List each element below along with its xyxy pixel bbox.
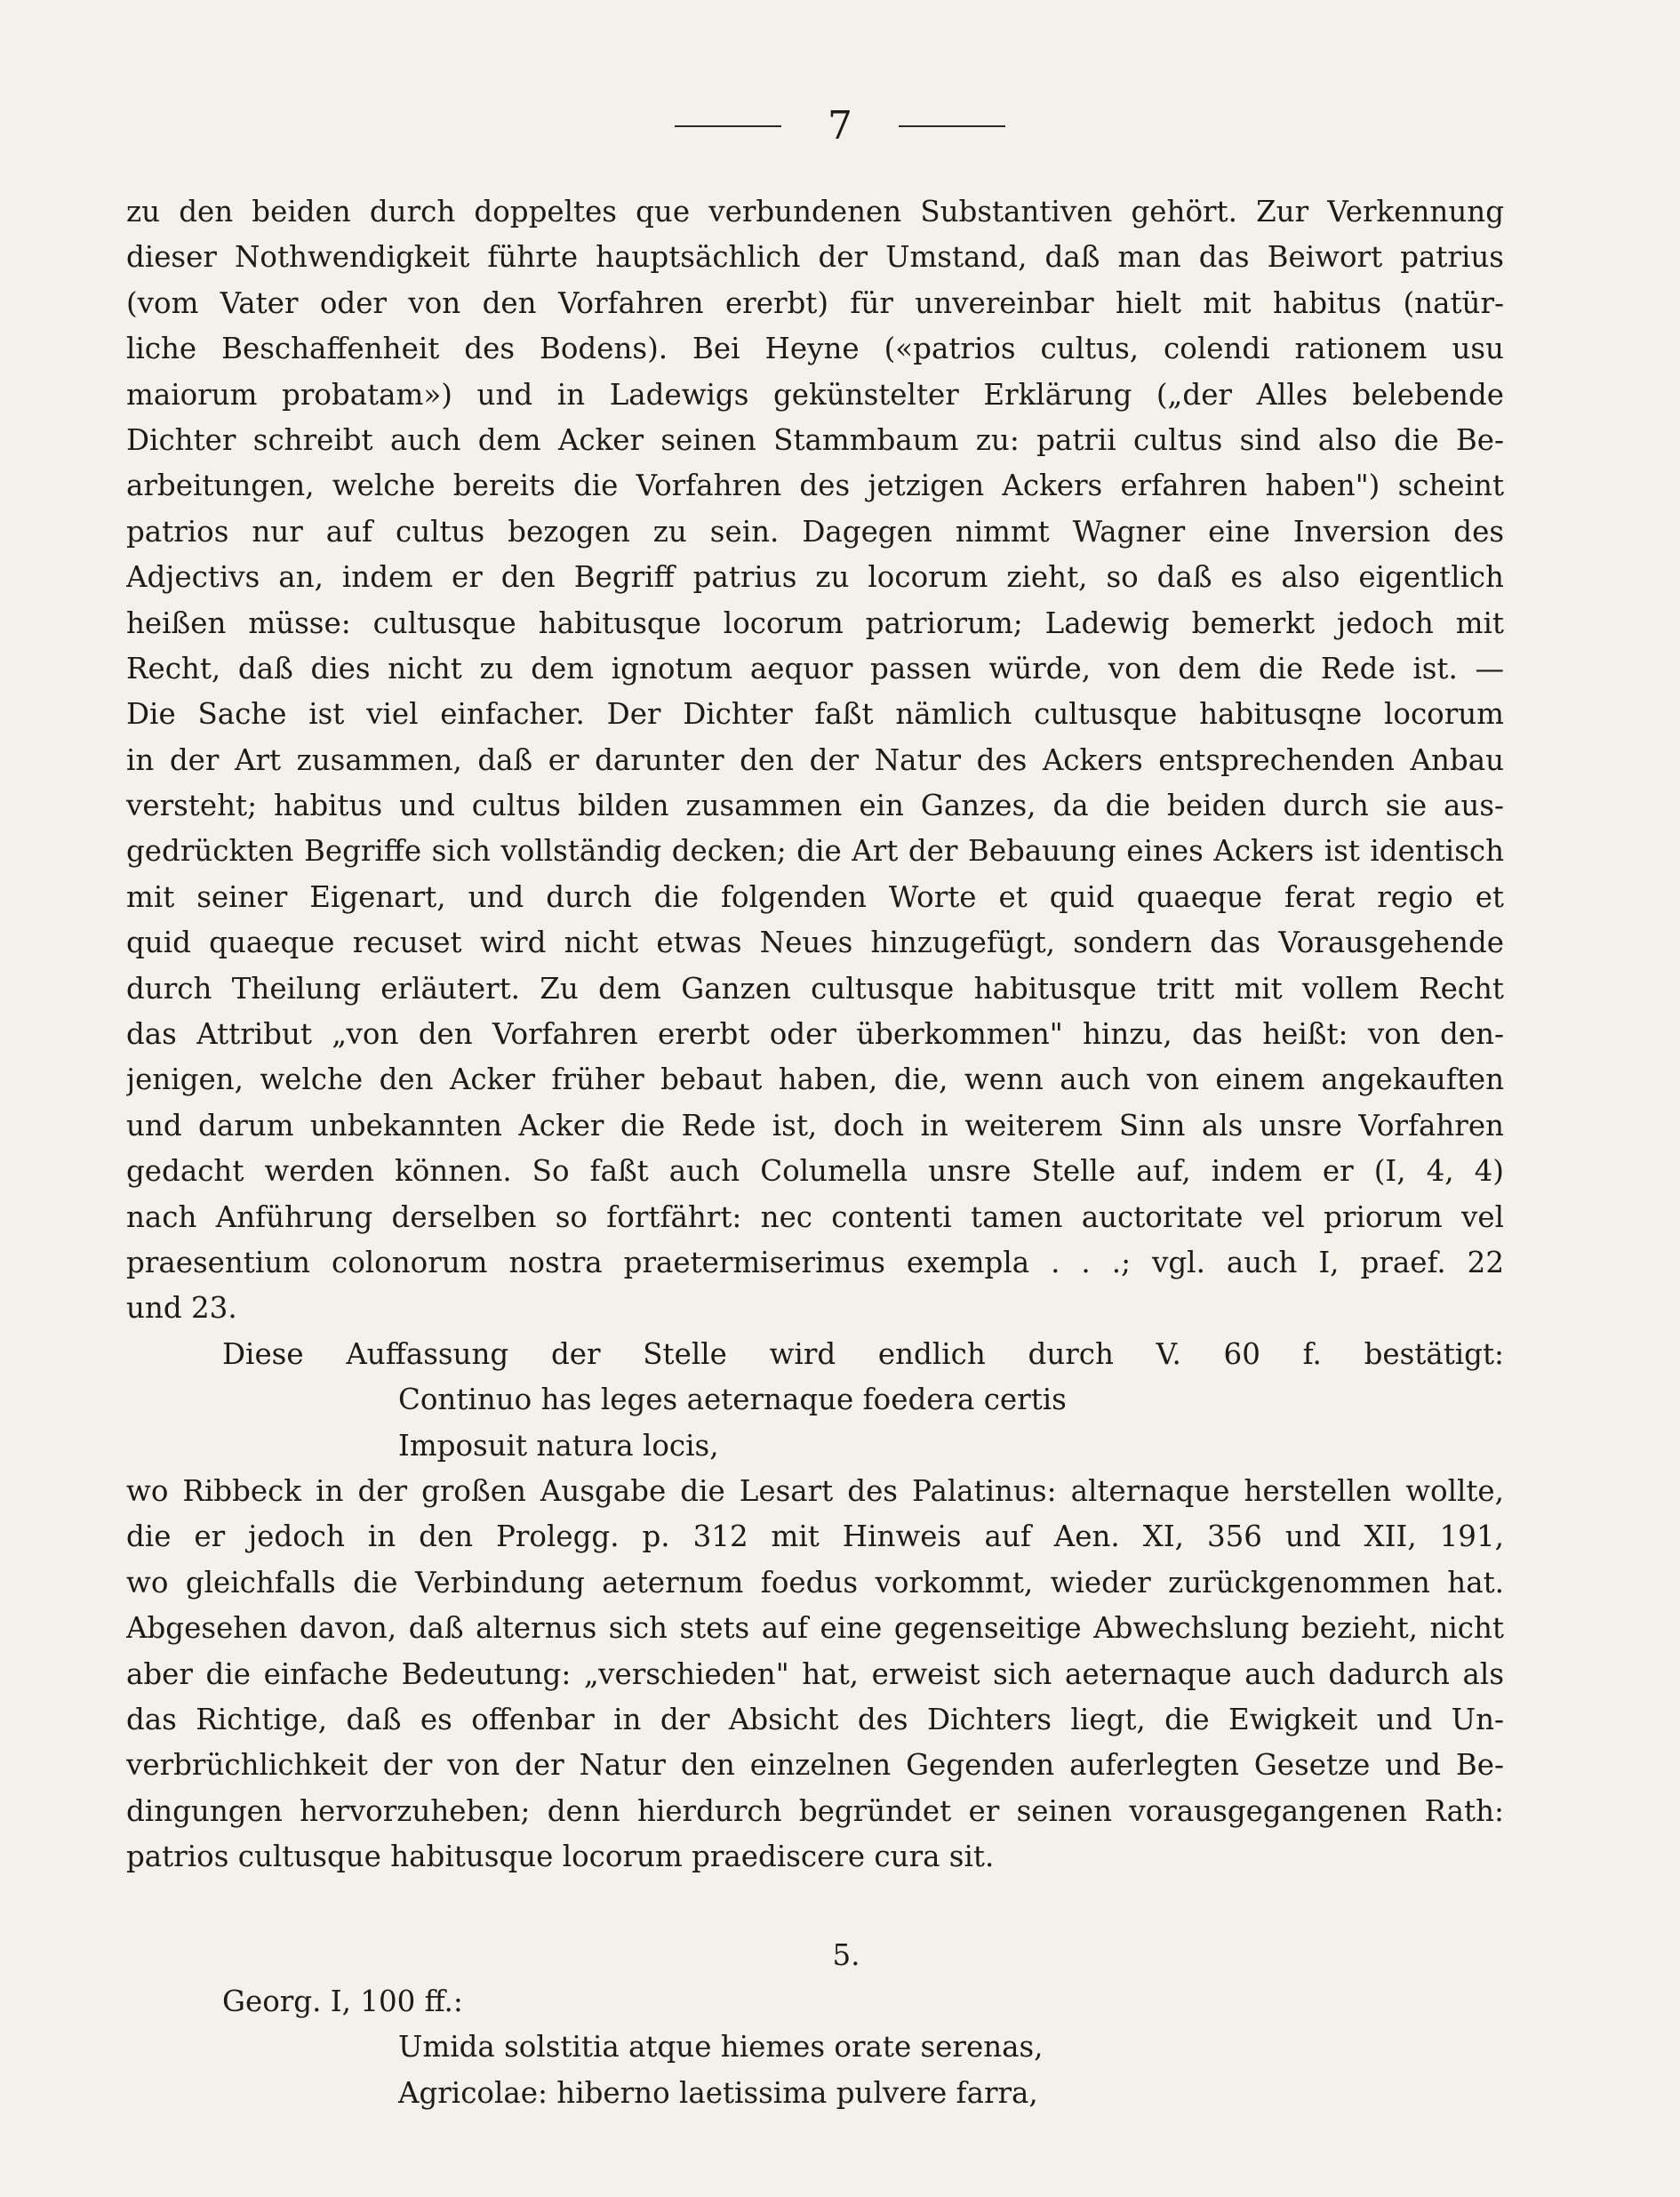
text-line: durch Theilung erläutert. Zu dem Ganzen cultusque habitusque tritt mit vollem Recht: [126, 971, 1504, 1006]
text-line: dieser Nothwendigkeit führte hauptsächlich der Umstand, daß man das Beiwort patrius: [126, 240, 1504, 275]
page-number: 7: [828, 103, 852, 148]
text-line: maiorum probatam») und in Ladewigs gekünstelter Erklärung („der Alles belebende: [126, 377, 1504, 412]
paragraph-intro: Diese Auffassung der Stelle wird endlich durch V. 60 f. bestätigt:: [222, 1336, 1504, 1371]
text-line: praesentium colonorum nostra praetermiserimus exempla . . .; vgl. auch I, praef. 22: [126, 1245, 1504, 1279]
verse-line: Continuo has leges aeternaque foedera certis: [398, 1383, 1067, 1417]
text-line: Abgesehen davon, daß alternus sich stets auf eine gegenseitige Abwechslung bezieht, nicht: [126, 1611, 1504, 1646]
verse-line: Agricolae: hiberno laetissima pulvere farra,: [398, 2075, 1038, 2110]
verse-line: Imposuit natura locis,: [398, 1428, 719, 1463]
text-line: wo Ribbeck in der großen Ausgabe die Lesart des Palatinus: alternaque herstellen wollte,: [126, 1473, 1504, 1508]
text-line: heißen müsse: cultusque habitusque locorum patriorum; Ladewig bemerkt jedoch mit: [126, 605, 1504, 640]
text-line: (vom Vater oder von den Vorfahren ererbt) für unvereinbar hielt mit habitus (natür-: [126, 285, 1504, 320]
text-line: wo gleichfalls die Verbindung aeternum foedus vorkommt, wieder zurückgenommen hat.: [126, 1565, 1504, 1600]
text-line: Adjectivs an, indem er den Begriff patrius zu locorum zieht, so daß es also eigentlich: [126, 560, 1504, 595]
text-line: Dichter schreibt auch dem Acker seinen Stammbaum zu: patrii cultus sind also die Be-: [126, 422, 1504, 457]
text-line: das Attribut „von den Vorfahren ererbt oder überkommen" hinzu, das heißt: von den-: [126, 1017, 1504, 1052]
verse-line: Umida solstitia atque hiemes orate serenas,: [398, 2030, 1044, 2065]
text-line: das Richtige, daß es offenbar in der Absicht des Dichters liegt, die Ewigkeit und Un-: [126, 1702, 1504, 1736]
text-line: versteht; habitus und cultus bilden zusammen ein Ganzes, da die beiden durch sie aus-: [126, 789, 1504, 823]
text-line: liche Beschaffenheit des Bodens). Bei Heyne («patrios cultus, colendi rationem usu: [126, 332, 1504, 366]
text-line: Die Sache ist viel einfacher. Der Dichter faßt nämlich cultusque habitusqne locorum: [126, 697, 1504, 732]
text-line: und 23.: [126, 1291, 237, 1326]
text-line: jenigen, welche den Acker früher bebaut haben, die, wenn auch von einem angekauften: [126, 1062, 1504, 1097]
text-line: Recht, daß dies nicht zu dem ignotum aequor passen würde, von dem die Rede ist. —: [126, 651, 1504, 686]
text-line: in der Art zusammen, daß er darunter den der Natur des Ackers entsprechenden Anbau: [126, 742, 1504, 777]
text-line: patrios cultusque habitusque locorum praediscere cura sit.: [126, 1840, 995, 1874]
text-line: aber die einfache Bedeutung: „verschieden" hat, erweist sich aeternaque auch dadurch als: [126, 1656, 1504, 1691]
text-line: zu den beiden durch doppeltes que verbundenen Substantiven gehört. Zur Verkennung: [126, 195, 1504, 229]
text-line: nach Anführung derselben so fortfährt: nec contenti tamen auctoritate vel priorum vel: [126, 1199, 1504, 1234]
text-line: quid quaeque recuset wird nicht etwas Neues hinzugefügt, sondern das Vorausgehende: [126, 926, 1504, 960]
header-rule-right: [899, 125, 1005, 127]
page-header: [0, 100, 1680, 153]
section-reference: Georg. I, 100 ff.:: [222, 1984, 463, 2018]
text-line: mit seiner Eigenart, und durch die folgenden Worte et quid quaeque ferat regio et: [126, 879, 1504, 914]
text-line: patrios nur auf cultus bezogen zu sein. Dagegen nimmt Wagner eine Inversion des: [126, 514, 1504, 549]
header-rule-left: [675, 125, 781, 127]
section-number: 5.: [832, 1938, 860, 1973]
text-line: dingungen hervorzuheben; denn hierdurch begründet er seinen vorausgegangenen Rath:: [126, 1793, 1504, 1828]
page-body: [126, 189, 1504, 2116]
text-line: gedrückten Begriffe sich vollständig decken; die Art der Bebauung eines Ackers ist identisch: [126, 834, 1504, 869]
text-line: die er jedoch in den Prolegg. p. 312 mit Hinweis auf Aen. XI, 356 und XII, 191,: [126, 1519, 1504, 1554]
text-line: arbeitungen, welche bereits die Vorfahren des jetzigen Ackers erfahren haben") scheint: [126, 469, 1504, 503]
text-line: gedacht werden können. So faßt auch Columella unsre Stelle auf, indem er (I, 4, 4): [126, 1154, 1504, 1189]
spacer: [126, 1880, 1504, 1933]
text-line: verbrüchlichkeit der von der Natur den einzelnen Gegenden auferlegten Gesetze und Be-: [126, 1748, 1504, 1783]
text-line: und darum unbekannten Acker die Rede ist, doch in weiterem Sinn als unsre Vorfahren: [126, 1108, 1504, 1143]
